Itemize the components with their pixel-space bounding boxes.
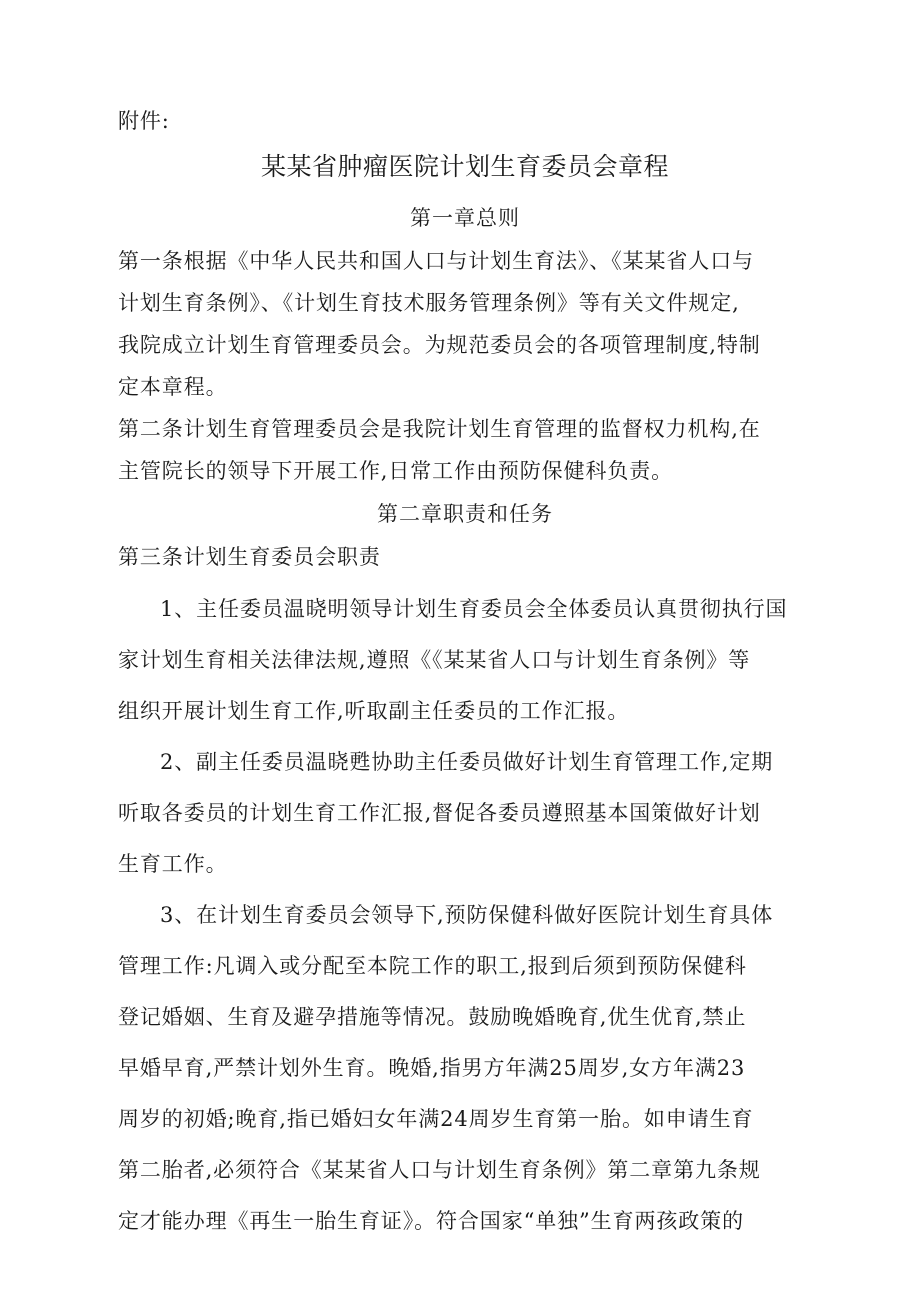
chapter-heading-2: 第二章职责和任务 (377, 502, 553, 526)
item-3-line: 3、在计划生育委员会领导下,预防保健科做好医院计划生育具体 (160, 903, 774, 927)
attachment-label: 附件: (118, 109, 170, 133)
article-1-line: 第一条根据《中华人民共和国人口与计划生育法》、《某某省人口与 (118, 249, 754, 273)
chapter-heading-1: 第一章总则 (410, 206, 520, 230)
item-3-line: 管理工作:凡调入或分配至本院工作的职工,报到后须到预防保健科 (118, 954, 747, 978)
article-2-line: 主管院长的领导下开展工作,日常工作由预防保健科负责。 (118, 459, 674, 483)
item-2-line: 生育工作。 (118, 852, 228, 876)
article-1-line: 定本章程。 (118, 375, 228, 399)
article-1 (118, 240, 812, 408)
document-body (118, 100, 812, 1247)
item-1-line: 1、主任委员温晓明领导计划生育委员会全体委员认真贯彻执行国 (160, 597, 788, 621)
article-2-line: 第二条计划生育管理委员会是我院计划生育管理的监督权力机构,在 (118, 417, 761, 441)
item-3-line: 周岁的初婚;晚育,指已婚妇女年满24周岁生育第一胎。如申请生育 (118, 1107, 754, 1131)
item-3-line: 早婚早育,严禁计划外生育。晚婚,指男方年满25周岁,女方年满23 (118, 1056, 746, 1080)
item-2-line: 2、副主任委员温晓甦协助主任委员做好计划生育管理工作,定期 (160, 750, 774, 774)
article-1-line: 计划生育条例》、《计划生育技术服务管理条例》等有关文件规定, (118, 291, 740, 315)
article-2 (118, 408, 812, 492)
article-3-item-1 (118, 584, 812, 737)
article-3-items (118, 584, 812, 1247)
item-3-line: 定才能办理《再生一胎生育证》。符合国家“单独”生育两孩政策的 (118, 1209, 744, 1233)
article-1-line: 我院成立计划生育管理委员会。为规范委员会的各项管理制度,特制 (118, 333, 761, 357)
item-1-line: 组织开展计划生育工作,听取副主任委员的工作汇报。 (118, 699, 630, 723)
item-3-line: 登记婚姻、生育及避孕措施等情况。鼓励晚婚晚育,优生优育,禁止 (118, 1005, 747, 1029)
article-3-heading: 第三条计划生育委员会职责 (118, 545, 381, 569)
document-title: 某某省肿瘤医院计划生育委员会章程 (260, 152, 669, 181)
item-1-line: 家计划生育相关法律法规,遵照《《某某省人口与计划生育条例》等 (118, 648, 751, 672)
article-3-item-2 (118, 737, 812, 890)
item-3-line: 第二胎者,必须符合《某某省人口与计划生育条例》第二章第九条规 (118, 1158, 761, 1182)
item-2-line: 听取各委员的计划生育工作汇报,督促各委员遵照基本国策做好计划 (118, 801, 761, 825)
article-3-item-3 (118, 890, 812, 1247)
